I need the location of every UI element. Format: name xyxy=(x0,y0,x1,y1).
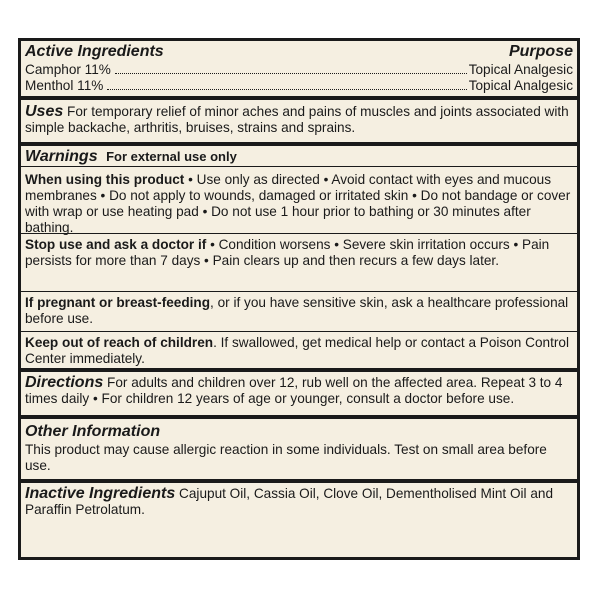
uses-title: Uses xyxy=(25,103,64,120)
children-title: Keep out of reach of children xyxy=(25,335,214,350)
directions-section xyxy=(21,368,577,415)
pregnant-title: If pregnant or breast-feeding xyxy=(25,295,211,310)
directions-text: For adults and children over 12, rub well on the affected area. Repeat 3 to 4 times daily • For children 12 years of age or younger, consult a doctor before use. xyxy=(25,375,563,406)
pregnant-text: , or if you have sensitive skin, ask a healthcare professional before use. xyxy=(25,295,569,326)
ingredient-name: Camphor 11% xyxy=(25,62,111,77)
ingredient-row xyxy=(25,62,573,78)
stop-use-section xyxy=(21,233,577,291)
directions-title: Directions xyxy=(25,374,104,391)
ingredient-name: Menthol 11% xyxy=(25,78,104,93)
children-text: . If swallowed, get medical help or contact a Poison Control Center immediately. xyxy=(25,335,569,366)
stop-use-text: • Condition worsens • Severe skin irritation occurs • Pain persists for more than 7 days • Pain clears up and then recurs a few days later. xyxy=(25,237,550,268)
inactive-ingredients-section xyxy=(21,479,577,518)
pregnant-section xyxy=(21,291,577,331)
ingredient-purpose: Topical Analgesic xyxy=(468,62,573,77)
warnings-subtitle: For external use only xyxy=(106,149,237,164)
when-using-text: • Use only as directed • Avoid contact with eyes and mucous membranes • Do not apply to wounds, damaged or irritated skin • Do not bandage or cover with wrap or use heating pad • Do not use 1 hour prior to bathing or 30 minutes after bathing. xyxy=(25,172,571,235)
inactive-ingredients-text: Cajuput Oil, Cassia Oil, Clove Oil, Dementholised Mint Oil and Paraffin Petrolatum. xyxy=(25,486,554,517)
drug-facts-label xyxy=(18,38,580,560)
active-ingredients-section xyxy=(21,41,577,96)
other-info-text: This product may cause allergic reaction in some individuals. Test on small area before use. xyxy=(25,442,547,473)
stop-use-title: Stop use and ask a doctor if xyxy=(25,237,207,252)
when-using-section xyxy=(21,166,577,233)
other-info-title: Other Information xyxy=(25,423,161,440)
leader-dots xyxy=(107,88,466,90)
leader-dots xyxy=(115,72,467,74)
inactive-ingredients-title: Inactive Ingredients xyxy=(25,485,176,502)
children-section xyxy=(21,331,577,368)
purpose-title: Purpose xyxy=(508,43,573,60)
warnings-title: Warnings xyxy=(25,148,98,165)
when-using-title: When using this product xyxy=(25,172,185,187)
uses-section xyxy=(21,96,577,142)
other-info-section xyxy=(21,415,577,479)
active-ingredients-header xyxy=(25,42,573,62)
warnings-header xyxy=(21,142,577,166)
ingredient-purpose: Topical Analgesic xyxy=(468,78,573,93)
ingredient-row xyxy=(25,78,573,94)
uses-text: For temporary relief of minor aches and pains of muscles and joints associated with simple backache, arthritis, bruises, strains and sprains. xyxy=(25,104,569,135)
active-ingredients-title: Active Ingredients xyxy=(25,43,164,60)
